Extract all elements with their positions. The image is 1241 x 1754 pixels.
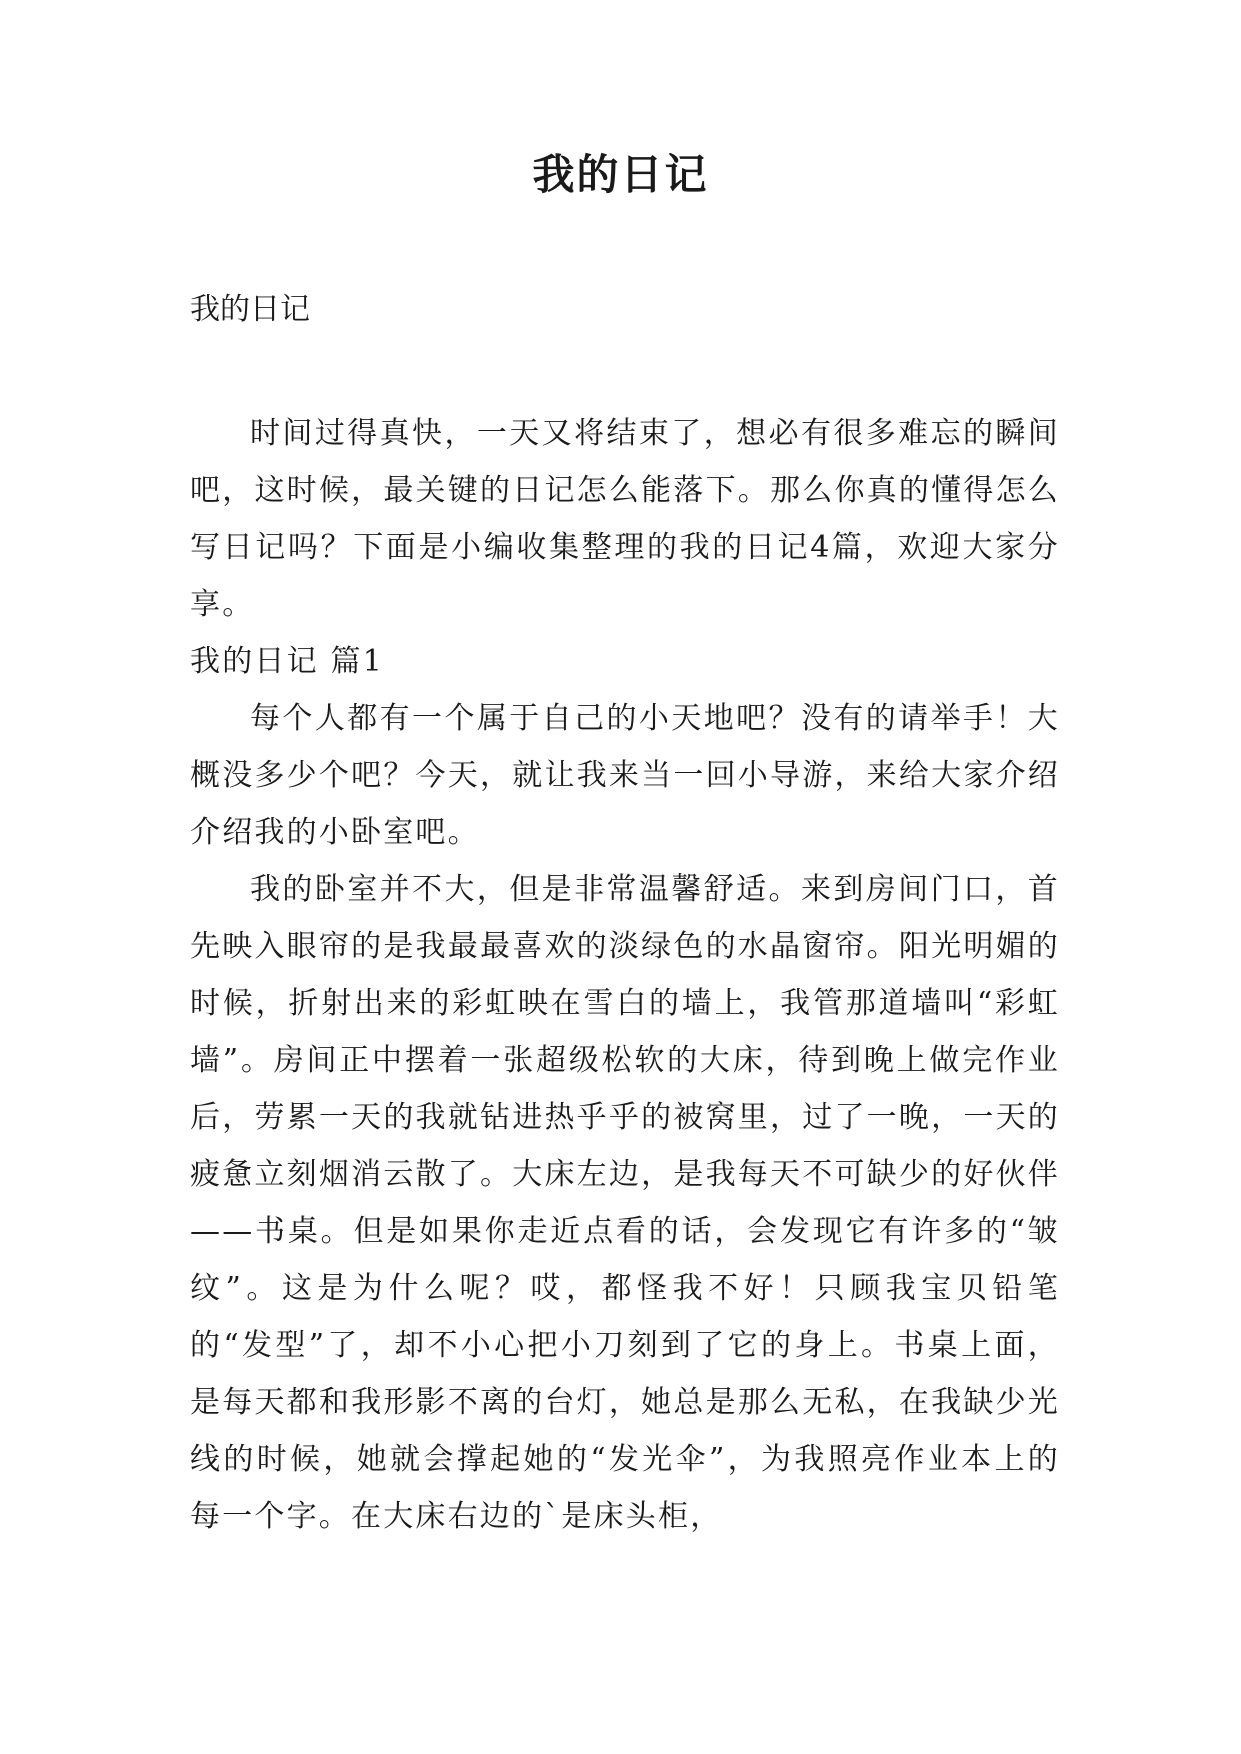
section-heading: 我的日记 篇1 xyxy=(190,644,385,679)
document-body xyxy=(190,405,1060,1545)
body-paragraph: 我的卧室并不大，但是非常温馨舒适。来到房间门口，首先映入眼帘的是我最最喜欢的淡绿色的水晶窗帘。阳光明媚的时候，折射出来的彩虹映在雪白的墙上，我管那道墙叫“彩虹墙”。房间正中摆着一张超级松软的大床，待到晚上做完作业后，劳累一天的我就钻进热乎乎的被窝里，过了一晚，一天的疲惫立刻烟消云散了。大床左边，是我每天不可缺少的好伙伴——书桌。但是如果你走近点看的话，会发现它有许多的“皱纹”。这是为什么呢？哎，都怪我不好！只顾我宝贝铅笔的“发型”了，却不小心把小刀刻到了它的身上。书桌上面，是每天都和我形影不离的台灯，她总是那么无私，在我缺少光线的时候，她就会撑起她的“发光伞”，为我照亮作业本上的每一个字。在大床右边的`是床头柜， xyxy=(190,872,1060,1534)
body-paragraph: 每个人都有一个属于自己的小天地吧？没有的请举手！大概没多少个吧？今天，就让我来当一回小导游，来给大家介绍介绍我的小卧室吧。 xyxy=(190,701,1060,850)
document-subtitle: 我的日记 xyxy=(190,292,310,327)
document-title: 我的日记 xyxy=(532,150,709,199)
intro-paragraph: 时间过得真快，一天又将结束了，想必有很多难忘的瞬间吧，这时候，最关键的日记怎么能落下。那么你真的懂得怎么写日记吗？下面是小编收集整理的我的日记4篇，欢迎大家分享。 xyxy=(190,416,1060,622)
